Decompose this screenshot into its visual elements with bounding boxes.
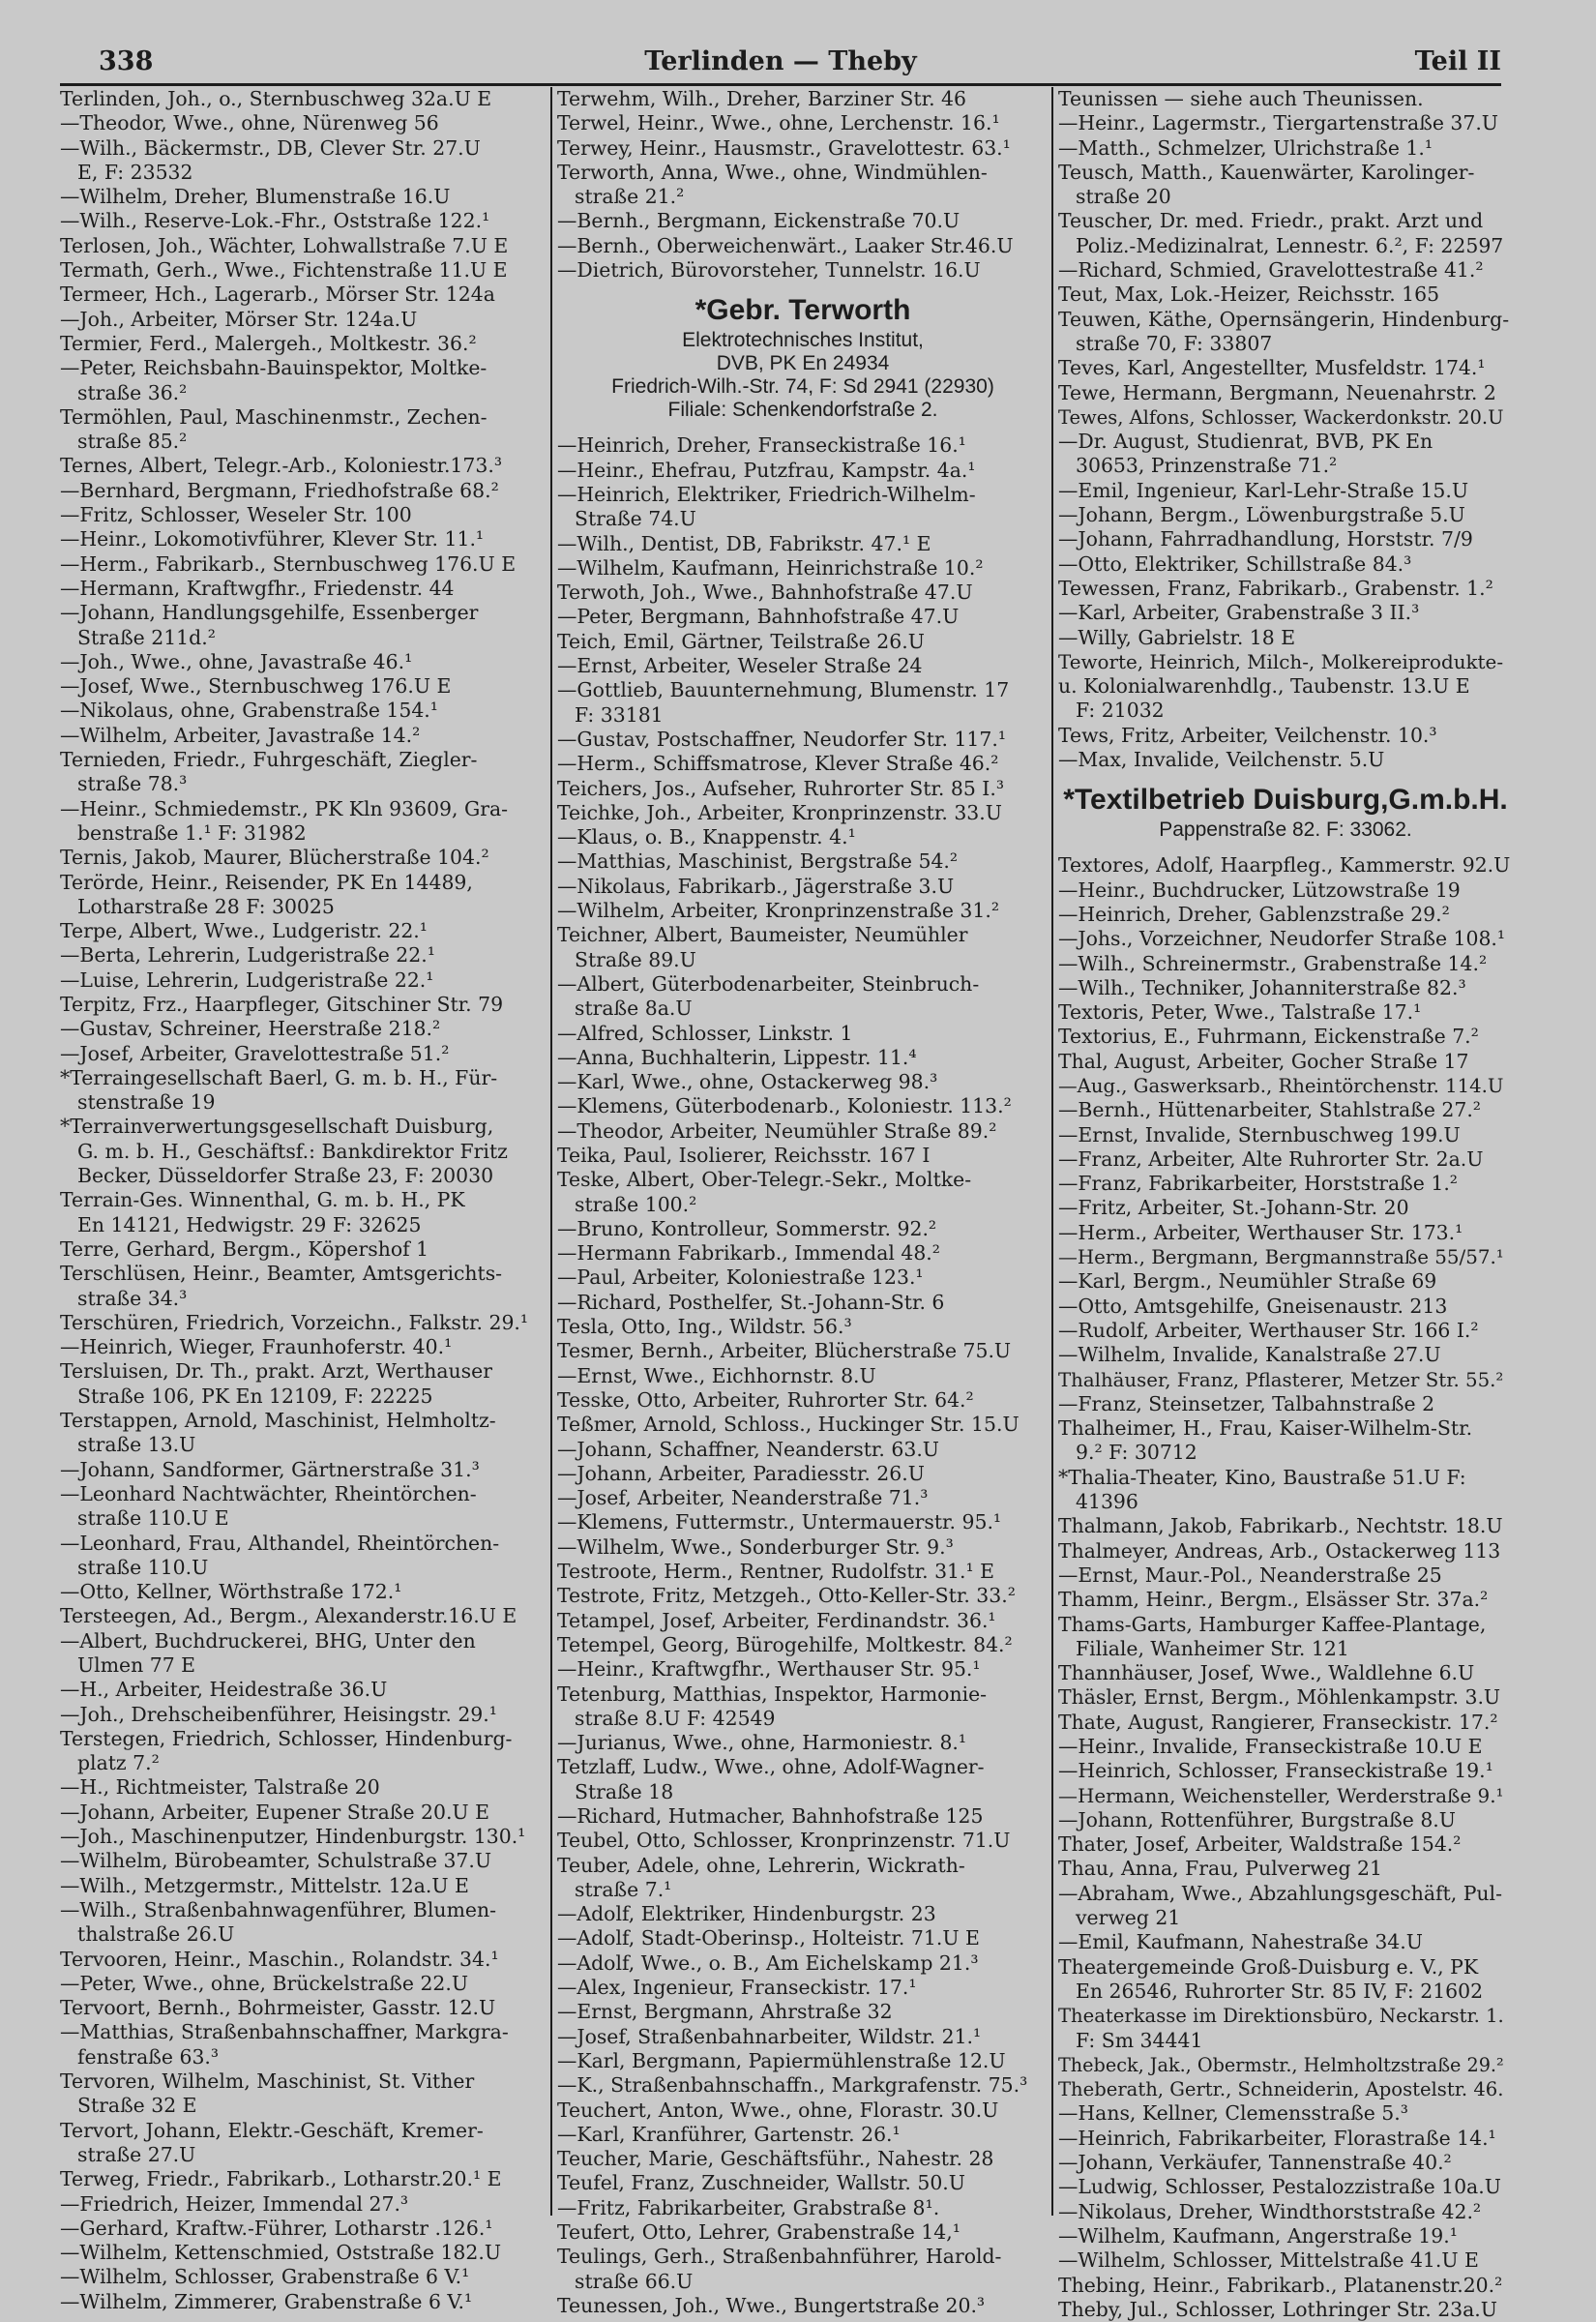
directory-entry-line: Terstegen, Friedrich, Schlosser, Hindenburg-: [60, 1726, 513, 1750]
directory-entry-line: Ternieden, Friedr., Fuhrgeschäft, Ziegler-: [60, 748, 478, 772]
directory-entry-line: —Richard, Schmied, Gravelottestraße 41.²: [1058, 258, 1484, 283]
header-rule: [60, 83, 1501, 86]
directory-entry-line: —Karl, Arbeiter, Grabenstraße 3 II.³: [1058, 601, 1420, 625]
directory-entry-line: Ternes, Albert, Telegr.-Arb., Koloniestr.173.³: [60, 454, 503, 478]
directory-entry-line: Teulings, Gerh., Straßenbahnführer, Harold-: [557, 2245, 1002, 2269]
directory-entry-line: —Franz, Fabrikarbeiter, Horststraße 1.²: [1058, 1172, 1458, 1196]
directory-entry-line: fenstraße 63.³: [77, 2044, 220, 2069]
directory-entry-line: —Hans, Kellner, Clemensstraße 5.³: [1058, 2101, 1408, 2126]
directory-entry-line: —Nikolaus, ohne, Grabenstraße 154.¹: [60, 699, 438, 723]
ad-title: *Textilbetrieb Duisburg,G.m.b.H.: [1063, 784, 1508, 817]
directory-entry-line: Tersteegen, Ad., Bergm., Alexanderstr.16.U E: [60, 1604, 517, 1628]
directory-entry-line: Teubel, Otto, Schlosser, Kronprinzenstr. 71.U: [557, 1829, 1011, 1853]
directory-entry-line: —Hermann, Weichensteller, Werderstraße 9.¹: [1058, 1783, 1504, 1807]
directory-entry-line: Straße 74.U: [575, 507, 696, 531]
directory-entry-line: —Berta, Lehrerin, Ludgeristraße 22.¹: [60, 943, 435, 968]
directory-entry-line: Teut, Max, Lok.-Heizer, Reichsstr. 165: [1058, 283, 1440, 307]
directory-entry-line: —Emil, Ingenieur, Karl-Lehr-Straße 15.U: [1058, 478, 1469, 502]
directory-entry-line: platz 7.²: [77, 1751, 160, 1775]
directory-entry-line: —Anna, Buchhalterin, Lippestr. 11.⁴: [557, 1045, 917, 1069]
directory-entry-line: Tervoort, Bernh., Bohrmeister, Gasstr. 12.U: [60, 1996, 496, 2020]
directory-entry-line: —Heinr., Lokomotivführer, Klever Str. 11.¹: [60, 527, 485, 551]
directory-entry-line: Theatergemeinde Groß-Duisburg e. V., PK: [1058, 1954, 1479, 1979]
directory-entry-line: —Wilh., Straßenbahnwagenführer, Blumen-: [60, 1897, 496, 1921]
directory-entry-line: straße 36.²: [77, 380, 188, 404]
directory-entry-line: —Joh., Wwe., ohne, Javastraße 46.¹: [60, 649, 413, 673]
directory-entry-line: —Fritz, Fabrikarbeiter, Grabstraße 8¹.: [557, 2195, 940, 2219]
directory-entry-line: F: 33181: [575, 702, 664, 727]
directory-entry-line: Straße 89.U: [575, 947, 696, 971]
directory-entry-line: —Franz, Steinsetzer, Talbahnstraße 2: [1058, 1391, 1435, 1415]
directory-entry-line: —Bernhard, Bergmann, Friedhofstraße 68.²: [60, 478, 499, 502]
directory-entry-line: Terrain-Ges. Winnenthal, G. m. b. H., PK: [60, 1188, 465, 1212]
directory-entry-line: *Thalia-Theater, Kino, Baustraße 51.U F:: [1058, 1465, 1466, 1489]
directory-entry-line: —Wilhelm, Arbeiter, Javastraße 14.²: [60, 723, 421, 747]
directory-entry-line: Tetenburg, Matthias, Inspektor, Harmonie-: [557, 1682, 988, 1706]
directory-entry-line: —Bernh., Hüttenarbeiter, Stahlstraße 27.²: [1058, 1098, 1481, 1122]
directory-entry-line: —Rudolf, Arbeiter, Werthauser Str. 166 I.²: [1058, 1318, 1479, 1342]
directory-entry-line: —Max, Invalide, Veilchenstr. 5.U: [1058, 748, 1385, 772]
directory-entry-line: verweg 21: [1076, 1906, 1181, 1930]
directory-entry-line: Thamm, Heinr., Bergm., Elsässer Str. 37a.²: [1058, 1588, 1489, 1612]
directory-entry-line: —Johann, Verkäufer, Tannenstraße 40.²: [1058, 2151, 1452, 2175]
directory-entry-line: Thebing, Heinr., Fabrikarb., Platanenstr.20.²: [1058, 2273, 1503, 2297]
directory-entry-line: —Josef, Straßenbahnarbeiter, Wildstr. 21.¹: [557, 2024, 982, 2048]
directory-entry-line: straße 8a.U: [575, 997, 693, 1021]
directory-entry-line: —Gustav, Postschaffner, Neudorfer Str. 117.¹: [557, 727, 1007, 751]
directory-entry-line: —Matthias, Straßenbahnschaffner, Markgra-: [60, 2020, 509, 2044]
directory-entry-line: —Heinrich, Dreher, Gablenzstraße 29.²: [1058, 902, 1450, 926]
directory-entry-line: Teworte, Heinrich, Milch-, Molkereiprodukte-: [1058, 650, 1504, 673]
directory-entry-line: —Alex, Ingenieur, Franseckistr. 17.¹: [557, 1976, 917, 2000]
directory-entry-line: 9.² F: 30712: [1076, 1441, 1197, 1465]
directory-entry-line: —Abraham, Wwe., Abzahlungsgeschäft, Pul-: [1058, 1881, 1502, 1905]
directory-entry-line: Terstappen, Arnold, Maschinist, Helmholtz-: [60, 1409, 496, 1433]
directory-entry-line: Terlosen, Joh., Wächter, Lohwallstraße 7.U E: [60, 233, 509, 257]
directory-entry-line: Terweg, Friedr., Fabrikarb., Lotharstr.20.¹ E: [60, 2167, 502, 2191]
directory-entry-line: —Johs., Vorzeichner, Neudorfer Straße 108.¹: [1058, 927, 1506, 951]
directory-entry-line: straße 78.³: [77, 772, 188, 796]
directory-entry-line: Teichner, Albert, Baumeister, Neumühler: [557, 923, 968, 947]
directory-entry-line: Teuchert, Anton, Wwe., ohne, Florastr. 30.U: [557, 2098, 999, 2122]
directory-entry-line: Terworth, Anna, Wwe., ohne, Windmühlen-: [557, 160, 988, 184]
advertisement-textilbetrieb: [1058, 782, 1513, 842]
directory-entry-line: —Johann, Handlungsgehilfe, Essenberger: [60, 601, 479, 625]
directory-entry-line: —Heinr., Buchdrucker, Lützowstraße 19: [1058, 878, 1461, 902]
directory-entry-line: —Albert, Güterbodenarbeiter, Steinbruch-: [557, 971, 980, 996]
directory-entry-line: —Wilh., Reserve-Lok.-Fhr., Oststraße 122.¹: [60, 209, 490, 233]
directory-entry-line: Terlinden, Joh., o., Sternbuschweg 32a.U E: [60, 87, 492, 110]
directory-entry-line: —Theodor, Arbeiter, Neumühler Straße 89.²: [557, 1118, 997, 1143]
directory-entry-line: straße 21.²: [575, 185, 685, 209]
directory-entry-line: Theby, Jul., Schlosser, Lothringer Str. 23a.U: [1058, 2297, 1497, 2321]
directory-entry-line: Tewes, Alfons, Schlosser, Wackerdonkstr. 20.U: [1058, 405, 1504, 429]
directory-entry-line: —Josef, Arbeiter, Neanderstraße 71.³: [557, 1486, 929, 1510]
directory-entry-line: Teske, Albert, Ober-Telegr.-Sekr., Moltke-: [557, 1168, 972, 1192]
directory-entry-line: Termöhlen, Paul, Maschinenmstr., Zechen-: [60, 404, 488, 429]
directory-entry-line: Teuwen, Käthe, Opernsängerin, Hindenburg-: [1058, 307, 1510, 331]
directory-entry-line: —Heinrich, Dreher, Franseckistraße 16.¹: [557, 433, 966, 458]
directory-entry-line: Terörde, Heinr., Reisender, PK En 14489,: [60, 870, 473, 894]
directory-entry-line: En 14121, Hedwigstr. 29 F: 32625: [77, 1212, 422, 1236]
directory-entry-line: —Wilh., Dentist, DB, Fabrikstr. 47.¹ E: [557, 531, 931, 555]
directory-entry-line: —Richard, Hutmacher, Bahnhofstraße 125: [557, 1804, 984, 1828]
directory-entry-line: —Otto, Amtsgehilfe, Gneisenaustr. 213: [1058, 1294, 1448, 1318]
directory-entry-line: Tesske, Otto, Arbeiter, Ruhrorter Str. 64.²: [557, 1387, 974, 1412]
directory-entry-line: —Matthias, Maschinist, Bergstraße 54.²: [557, 849, 959, 874]
directory-entry-line: Tervoren, Wilhelm, Maschinist, St. Vither: [60, 2069, 475, 2094]
directory-entry-line: —Leonhard, Frau, Althandel, Rheintörchen-: [60, 1531, 500, 1555]
directory-entry-line: straße 27.U: [77, 2142, 196, 2166]
directory-entry-line: —Herm., Fabrikarb., Sternbuschweg 176.U E: [60, 551, 517, 576]
directory-entry-line: Tervort, Johann, Elektr.-Geschäft, Kremer-: [60, 2118, 484, 2142]
directory-entry-line: Thalmann, Jakob, Fabrikarb., Nechtstr. 18.U: [1058, 1514, 1503, 1538]
directory-entry-line: Textoris, Peter, Wwe., Talstraße 17.¹: [1058, 1000, 1422, 1025]
directory-entry-line: 30653, Prinzenstraße 71.²: [1076, 454, 1338, 478]
directory-entry-line: Teichke, Joh., Arbeiter, Kronprinzenstr. 33.U: [557, 800, 1002, 824]
ad-line: Elektrotechnisches Institut,: [682, 329, 924, 352]
directory-entry-line: Terre, Gerhard, Bergm., Köpershof 1: [60, 1236, 429, 1261]
directory-entry-line: straße 7.¹: [575, 1877, 672, 1901]
directory-entry-line: thalstraße 26.U: [77, 1922, 235, 1947]
directory-entry-line: Thams-Garts, Hamburger Kaffee-Plantage,: [1058, 1612, 1487, 1636]
directory-entry-line: Teuscher, Dr. med. Friedr., prakt. Arzt und: [1058, 209, 1484, 233]
directory-entry-line: —Gottlieb, Bauunternehmung, Blumenstr. 17: [557, 678, 1010, 702]
ad-line: Friedrich-Wilh.-Str. 74, F: Sd 2941 (22930): [611, 375, 994, 399]
directory-entry-line: —Luise, Lehrerin, Ludgeristraße 22.¹: [60, 968, 434, 992]
page-header: [60, 43, 1501, 79]
directory-entry-line: Teßmer, Arnold, Schloss., Huckinger Str. 15.U: [557, 1413, 1020, 1437]
directory-entry-line: —Gerhard, Kraftw.-Führer, Lotharstr .126.¹: [60, 2216, 493, 2240]
directory-entry-line: —Karl, Bergmann, Papiermühlenstraße 12.U: [557, 2048, 1006, 2072]
directory-entry-line: —Dr. August, Studienrat, BVB, PK En: [1058, 430, 1433, 454]
column-divider: [1051, 87, 1053, 2216]
directory-entry-line: Teika, Paul, Isolierer, Reichsstr. 167 I: [557, 1143, 931, 1167]
directory-entry-line: stenstraße 19: [77, 1090, 216, 1115]
page-range-title: Terlinden — Theby: [644, 46, 917, 76]
directory-entry-line: straße 110.U: [77, 1555, 209, 1579]
directory-entry-line: Tetempel, Georg, Bürogehilfe, Moltkestr. 84.²: [557, 1632, 1013, 1656]
directory-entry-line: Thau, Anna, Frau, Pulverweg 21: [1058, 1857, 1382, 1881]
directory-entry-line: Textores, Adolf, Haarpfleg., Kammerstr. 92.U: [1058, 853, 1511, 878]
directory-entry-line: —Leonhard Nachtwächter, Rheintörchen-: [60, 1481, 477, 1505]
directory-entry-line: Tersluisen, Dr. Th., prakt. Arzt, Werthauser: [60, 1359, 492, 1384]
column-3: [1058, 87, 1513, 2321]
directory-entry-line: Thalhäuser, Franz, Pflasterer, Metzer Str. 55.²: [1058, 1368, 1504, 1391]
directory-entry-line: —Heinrich, Schlosser, Franseckistraße 19.¹: [1058, 1759, 1493, 1783]
directory-entry-line: Teucher, Marie, Geschäftsführ., Nahestr. 28: [557, 2147, 994, 2171]
directory-entry-line: Teusch, Matth., Kauenwärter, Karolinger-: [1058, 160, 1475, 184]
directory-entry-line: benstraße 1.¹ F: 31982: [77, 820, 307, 845]
directory-entry-line: Straße 106, PK En 12109, F: 22225: [77, 1384, 433, 1408]
directory-entry-line: straße 100.²: [575, 1192, 697, 1216]
directory-entry-line: Thäsler, Ernst, Bergm., Möhlenkampstr. 3.U: [1058, 1685, 1501, 1710]
directory-entry-line: —Peter, Bergmann, Bahnhofstraße 47.U: [557, 605, 960, 629]
directory-entry-line: —Wilhelm, Zimmerer, Grabenstraße 6 V.¹: [60, 2289, 473, 2313]
directory-entry-line: Straße 211d.²: [77, 625, 216, 649]
directory-entry-line: —Peter, Wwe., ohne, Brückelstraße 22.U: [60, 1971, 469, 1995]
directory-entry-line: Textorius, E., Fuhrmann, Eickenstraße 7.²: [1058, 1025, 1479, 1049]
directory-entry-line: Teunessen, Joh., Wwe., Bungertstraße 20.³: [557, 2293, 986, 2317]
directory-entry-line: —Peter, Reichsbahn-Bauinspektor, Moltke-: [60, 356, 488, 380]
directory-entry-line: straße 85.²: [77, 430, 188, 454]
directory-entry-line: Tewe, Hermann, Bergmann, Neuenahrstr. 2: [1058, 380, 1496, 404]
directory-entry-line: Terschüren, Friedrich, Vorzeichn., Falkstr. 29.¹: [60, 1310, 529, 1334]
directory-entry-line: —Joh., Arbeiter, Mörser Str. 124a.U: [60, 307, 418, 331]
directory-entry-line: —Fritz, Schlosser, Weseler Str. 100: [60, 503, 412, 527]
directory-entry-line: —Wilhelm, Kettenschmied, Oststraße 182.U: [60, 2241, 502, 2265]
directory-entry-line: —Wilh., Metzgermstr., Mittelstr. 12a.U E: [60, 1873, 469, 1897]
directory-entry-line: —Wilhelm, Arbeiter, Kronprinzenstraße 31.²: [557, 899, 1000, 923]
directory-entry-line: —Johann, Schaffner, Neanderstr. 63.U: [557, 1437, 939, 1461]
directory-entry-line: straße 70, F: 33807: [1076, 331, 1273, 355]
directory-entry-line: Filiale, Wanheimer Str. 121: [1076, 1636, 1349, 1660]
column-2: [557, 87, 1049, 2317]
directory-entry-line: —Nikolaus, Fabrikarb., Jägerstraße 3.U: [557, 874, 955, 898]
directory-entry-line: —Paul, Arbeiter, Koloniestraße 123.¹: [557, 1265, 924, 1290]
directory-entry-line: Termath, Gerh., Wwe., Fichtenstraße 11.U E: [60, 258, 508, 283]
directory-entry-line: —Karl, Wwe., ohne, Ostackerweg 98.³: [557, 1070, 938, 1094]
directory-entry-line: —Aug., Gaswerksarb., Rheintörchenstr. 114.U: [1058, 1074, 1504, 1097]
directory-entry-line: straße 66.U: [575, 2269, 694, 2293]
directory-entry-line: Terpitz, Frz., Haarpfleger, Gitschiner Str. 79: [60, 992, 504, 1016]
directory-entry-line: Thate, August, Rangierer, Franseckistr. 17.²: [1058, 1710, 1498, 1734]
directory-entry-line: —Gustav, Schreiner, Heerstraße 218.²: [60, 1017, 441, 1041]
directory-entry-line: Poliz.-Medizinalrat, Lennestr. 6.², F: 22597: [1076, 233, 1504, 257]
directory-entry-line: *Terraingesellschaft Baerl, G. m. b. H., Für-: [60, 1065, 498, 1089]
directory-entry-line: —Ernst, Bergmann, Ahrstraße 32: [557, 2000, 893, 2024]
directory-entry-line: —Josef, Arbeiter, Gravelottestraße 51.²: [60, 1041, 450, 1065]
directory-entry-line: —Fritz, Arbeiter, St.-Johann-Str. 20: [1058, 1196, 1409, 1220]
directory-entry-line: —Wilh., Techniker, Johanniterstraße 82.³: [1058, 975, 1466, 999]
directory-entry-line: —Hermann, Kraftwgfhr., Friedenstr. 44: [60, 576, 455, 600]
directory-entry-line: —Heinr., Schmiedemstr., PK Kln 93609, Gra-: [60, 796, 509, 820]
directory-entry-line: —Karl, Bergm., Neumühler Straße 69: [1058, 1269, 1437, 1294]
directory-entry-line: —Willy, Gabrielstr. 18 E: [1058, 625, 1296, 649]
directory-entry-line: Terwehm, Wilh., Dreher, Barziner Str. 46: [557, 87, 966, 110]
directory-entry-line: Thannhäuser, Josef, Wwe., Waldlehne 6.U: [1058, 1661, 1475, 1685]
directory-entry-line: —Wilh., Schreinermstr., Grabenstraße 14.²: [1058, 951, 1488, 975]
directory-entry-line: Thal, August, Arbeiter, Gocher Straße 17: [1058, 1049, 1469, 1073]
directory-entry-line: Teunissen — siehe auch Theunissen.: [1058, 87, 1424, 110]
directory-entry-line: —Herm., Arbeiter, Werthauser Str. 173.¹: [1058, 1220, 1463, 1244]
directory-entry-line: —Bruno, Kontrolleur, Sommerstr. 92.²: [557, 1216, 937, 1240]
directory-entry-line: —Alfred, Schlosser, Linkstr. 1: [557, 1021, 853, 1045]
directory-entry-line: —Heinr., Invalide, Franseckistraße 10.U E: [1058, 1735, 1483, 1758]
column-1: [60, 87, 540, 2313]
directory-entry-line: —Joh., Drehscheibenführer, Heisingstr. 29.¹: [60, 1702, 497, 1726]
ad-title: *Gebr. Terworth: [695, 294, 911, 327]
directory-entry-line: Termeer, Hch., Lagerarb., Mörser Str. 124a: [60, 283, 495, 307]
directory-entry-line: G. m. b. H., Geschäftsf.: Bankdirektor Fritz: [77, 1139, 508, 1163]
directory-entry-line: —Klemens, Futtermstr., Untermauerstr. 95.¹: [557, 1510, 1002, 1534]
directory-entry-line: —Friedrich, Heizer, Immendal 27.³: [60, 2191, 409, 2216]
column-divider: [550, 87, 552, 2216]
directory-entry-line: —Ernst, Invalide, Sternbuschweg 199.U: [1058, 1122, 1461, 1146]
directory-entry-line: Thalmeyer, Andreas, Arb., Ostackerweg 113: [1058, 1538, 1501, 1563]
directory-entry-line: 41396: [1076, 1490, 1138, 1514]
directory-entry-line: —Hermann Fabrikarb., Immendal 48.²: [557, 1241, 940, 1265]
directory-entry-line: —Herm., Schiffsmatrose, Klever Straße 46.²: [557, 752, 999, 776]
directory-entry-line: Thater, Josef, Arbeiter, Waldstraße 154.²: [1058, 1832, 1462, 1857]
directory-entry-line: Tewessen, Franz, Fabrikarb., Grabenstr. 1.²: [1058, 576, 1493, 600]
directory-entry-line: Theberath, Gertr., Schneiderin, Apostelstr. 46.: [1058, 2078, 1504, 2101]
directory-entry-line: Theaterkasse im Direktionsbüro, Neckarstr. 1.: [1058, 2005, 1504, 2028]
directory-entry-line: —Emil, Kaufmann, Nahestraße 34.U: [1058, 1930, 1423, 1954]
directory-entry-line: —Herm., Bergmann, Bergmannstraße 55/57.¹: [1058, 1246, 1504, 1269]
directory-entry-line: —Adolf, Elektriker, Hindenburgstr. 23: [557, 1902, 936, 1926]
directory-entry-line: Straße 32 E: [77, 2094, 197, 2118]
directory-entry-line: —Bernh., Oberweichenwärt., Laaker Str.46.U: [557, 233, 1014, 257]
directory-entry-line: —Klaus, o. B., Knappenstr. 4.¹: [557, 825, 856, 849]
directory-entry-line: —Franz, Arbeiter, Alte Ruhrorter Str. 2a.U: [1058, 1146, 1484, 1171]
directory-entry-line: Tervooren, Heinr., Maschin., Rolandstr. 34.¹: [60, 1947, 499, 1971]
directory-entry-line: —Otto, Elektriker, Schillstraße 84.³: [1058, 551, 1412, 576]
directory-entry-line: Tesmer, Bernh., Arbeiter, Blücherstraße 75.U: [557, 1339, 1012, 1363]
advertisement-terworth: [557, 292, 1049, 422]
directory-entry-line: —Ernst, Arbeiter, Weseler Straße 24: [557, 654, 923, 678]
directory-entry-line: straße 8.U F: 42549: [575, 1706, 776, 1730]
directory-entry-line: —Wilhelm, Kaufmann, Heinrichstraße 10.²: [557, 555, 984, 580]
directory-entry-line: straße 13.U: [77, 1433, 196, 1457]
directory-entry-line: —Wilhelm, Schlosser, Grabenstraße 6 V.¹: [60, 2265, 470, 2289]
directory-entry-line: u. Kolonialwarenhdlg., Taubenstr. 13.U E: [1058, 674, 1470, 699]
directory-entry-line: Terwey, Heinr., Hausmstr., Gravelottestr. 63.¹: [557, 135, 1011, 160]
directory-entry-line: Testroote, Herm., Rentner, Rudolfstr. 31.¹ E: [557, 1560, 995, 1584]
directory-entry-line: —Joh., Maschinenputzer, Hindenburgstr. 130.¹: [60, 1825, 526, 1849]
directory-entry-line: *Terrainverwertungsgesellschaft Duisburg,: [60, 1115, 494, 1139]
part-label: Teil II: [1414, 46, 1501, 76]
directory-entry-line: —Wilhelm, Dreher, Blumenstraße 16.U: [60, 185, 451, 209]
directory-entry-line: —Jurianus, Wwe., ohne, Harmoniestr. 8.¹: [557, 1731, 967, 1755]
directory-entry-line: —Wilhelm, Invalide, Kanalstraße 27.U: [1058, 1343, 1441, 1367]
directory-entry-line: —Klemens, Güterbodenarb., Koloniestr. 113.²: [557, 1094, 1012, 1118]
directory-entry-line: Ternis, Jakob, Maurer, Blücherstraße 104.²: [60, 846, 489, 870]
directory-entry-line: —Wilhelm, Schlosser, Mittelstraße 41.U E: [1058, 2248, 1479, 2273]
directory-entry-line: Tews, Fritz, Arbeiter, Veilchenstr. 10.³: [1058, 723, 1437, 747]
directory-entry-line: —Wilhelm, Bürobeamter, Schulstraße 37.U: [60, 1849, 492, 1873]
directory-entry-line: straße 110.U E: [77, 1506, 229, 1531]
directory-entry-line: Tesla, Otto, Ing., Wildstr. 56.³: [557, 1315, 852, 1339]
ad-line: DVB, PK En 24934: [716, 352, 890, 375]
directory-entry-line: —Ludwig, Schlosser, Pestalozzistraße 10a.U: [1058, 2175, 1501, 2199]
directory-entry-line: —Johann, Fahrradhandlung, Horststr. 7/9: [1058, 527, 1473, 551]
directory-entry-line: —Bernh., Bergmann, Eickenstraße 70.U: [557, 209, 961, 233]
directory-entry-line: Testrote, Fritz, Metzgeh., Otto-Keller-Str. 33.²: [557, 1584, 1016, 1608]
page-number: 338: [99, 46, 154, 76]
directory-entry-line: —Heinr., Kraftwgfhr., Werthauser Str. 95.¹: [557, 1657, 981, 1682]
directory-entry-line: Termier, Ferd., Malergeh., Moltkestr. 36.²: [60, 331, 477, 355]
directory-entry-line: —Heinrich, Fabrikarbeiter, Florastraße 14.¹: [1058, 2126, 1496, 2150]
directory-entry-line: straße 34.³: [77, 1286, 188, 1310]
directory-entry-line: Terpe, Albert, Wwe., Ludgeristr. 22.¹: [60, 919, 428, 943]
directory-entry-line: —Johann, Rottenführer, Burgstraße 8.U: [1058, 1807, 1456, 1831]
directory-entry-line: —H., Richtmeister, Talstraße 20: [60, 1775, 380, 1800]
directory-entry-line: E, F: 23532: [77, 160, 193, 184]
directory-entry-line: —Johann, Arbeiter, Paradiesstr. 26.U: [557, 1461, 925, 1485]
directory-entry-line: Teich, Emil, Gärtner, Teilstraße 26.U: [557, 629, 925, 653]
directory-entry-line: Terwel, Heinr., Wwe., ohne, Lerchenstr. 16.¹: [557, 111, 1000, 135]
directory-entry-line: —Johann, Bergm., Löwenburgstraße 5.U: [1058, 503, 1465, 527]
directory-entry-line: Thebeck, Jak., Obermstr., Helmholtzstraße 29.²: [1058, 2053, 1504, 2076]
directory-entry-line: —Heinrich, Elektriker, Friedrich-Wilhelm-: [557, 482, 976, 506]
directory-entry-line: —Adolf, Wwe., o. B., Am Eichelskamp 21.³: [557, 1950, 979, 1975]
directory-entry-line: —Heinr., Lagermstr., Tiergartenstraße 37.U: [1058, 111, 1498, 135]
directory-entry-line: —Josef, Wwe., Sternbuschweg 176.U E: [60, 674, 452, 699]
directory-entry-line: —K., Straßenbahnschaffn., Markgrafenstr. 75.³: [557, 2073, 1028, 2098]
directory-entry-line: Tetampel, Josef, Arbeiter, Ferdinandstr. 36.¹: [557, 1608, 996, 1632]
directory-entry-line: —Dietrich, Bürovorsteher, Tunnelstr. 16.U: [557, 258, 981, 283]
directory-entry-line: Terwoth, Joh., Wwe., Bahnhofstraße 47.U: [557, 580, 973, 605]
ad-line: Pappenstraße 82. F: 33062.: [1159, 819, 1412, 842]
directory-entry-line: —Wilh., Bäckermstr., DB, Clever Str. 27.U: [60, 135, 481, 160]
directory-entry-line: —Heinrich, Wieger, Fraunhoferstr. 40.¹: [60, 1335, 453, 1359]
directory-entry-line: —Otto, Kellner, Wörthstraße 172.¹: [60, 1580, 402, 1604]
directory-entry-line: —Matth., Schmelzer, Ulrichstraße 1.¹: [1058, 135, 1433, 160]
directory-entry-line: —Theodor, Wwe., ohne, Nürenweg 56: [60, 111, 439, 135]
directory-entry-line: Teuber, Adele, ohne, Lehrerin, Wickrath-: [557, 1853, 965, 1877]
directory-entry-line: —Richard, Posthelfer, St.-Johann-Str. 6: [557, 1290, 945, 1314]
directory-entry-line: F: 21032: [1076, 699, 1165, 723]
directory-entry-line: —Johann, Sandformer, Gärtnerstraße 31.³: [60, 1457, 480, 1481]
directory-entry-line: —Ernst, Wwe., Eichhornstr. 8.U: [557, 1363, 876, 1387]
directory-entry-line: —Ernst, Maur.-Pol., Neanderstraße 25: [1058, 1563, 1442, 1587]
directory-entry-line: —Karl, Kranführer, Gartenstr. 26.¹: [557, 2122, 901, 2146]
directory-entry-line: Tetzlaff, Ludw., Wwe., ohne, Adolf-Wagner-: [557, 1755, 985, 1779]
ad-line: Filiale: Schenkendorfstraße 2.: [667, 399, 938, 422]
directory-entry-line: Lotharstraße 28 F: 30025: [77, 894, 335, 918]
directory-entry-line: Teves, Karl, Angestellter, Musfeldstr. 174.¹: [1058, 356, 1486, 380]
directory-entry-line: Terschlüsen, Heinr., Beamter, Amtsgerichts-: [60, 1262, 503, 1286]
directory-entry-line: —Wilhelm, Kaufmann, Angerstraße 19.¹: [1058, 2223, 1458, 2248]
directory-entry-line: Teufert, Otto, Lehrer, Grabenstraße 14,¹: [557, 2220, 961, 2245]
directory-entry-line: Straße 18: [575, 1779, 674, 1803]
directory-entry-line: Teufel, Franz, Zuschneider, Wallstr. 50.U: [557, 2171, 965, 2195]
directory-entry-line: Thalheimer, H., Frau, Kaiser-Wilhelm-Str.: [1058, 1416, 1473, 1441]
directory-entry-line: En 26546, Ruhrorter Str. 85 IV, F: 21602: [1076, 1979, 1484, 2003]
directory-entry-line: —Nikolaus, Dreher, Windthorststraße 42.²: [1058, 2199, 1482, 2223]
directory-entry-line: Becker, Düsseldorfer Straße 23, F: 20030: [77, 1164, 494, 1188]
directory-entry-line: Ulmen 77 E: [77, 1653, 196, 1677]
directory-entry-line: —H., Arbeiter, Heidestraße 36.U: [60, 1678, 388, 1702]
directory-entry-line: —Albert, Buchdruckerei, BHG, Unter den: [60, 1628, 476, 1652]
directory-entry-line: —Wilhelm, Wwe., Sonderburger Str. 9.³: [557, 1534, 954, 1559]
directory-entry-line: F: Sm 34441: [1076, 2028, 1203, 2052]
directory-entry-line: —Adolf, Stadt-Oberinsp., Holteistr. 71.U E: [557, 1926, 980, 1950]
directory-entry-line: —Johann, Arbeiter, Eupener Straße 20.U E: [60, 1800, 489, 1824]
directory-entry-line: straße 20: [1076, 185, 1171, 209]
directory-entry-line: Teichers, Jos., Aufseher, Ruhrorter Str. 85 I.³: [557, 776, 1005, 800]
directory-entry-line: —Heinr., Ehefrau, Putzfrau, Kampstr. 4a.¹: [557, 458, 976, 482]
